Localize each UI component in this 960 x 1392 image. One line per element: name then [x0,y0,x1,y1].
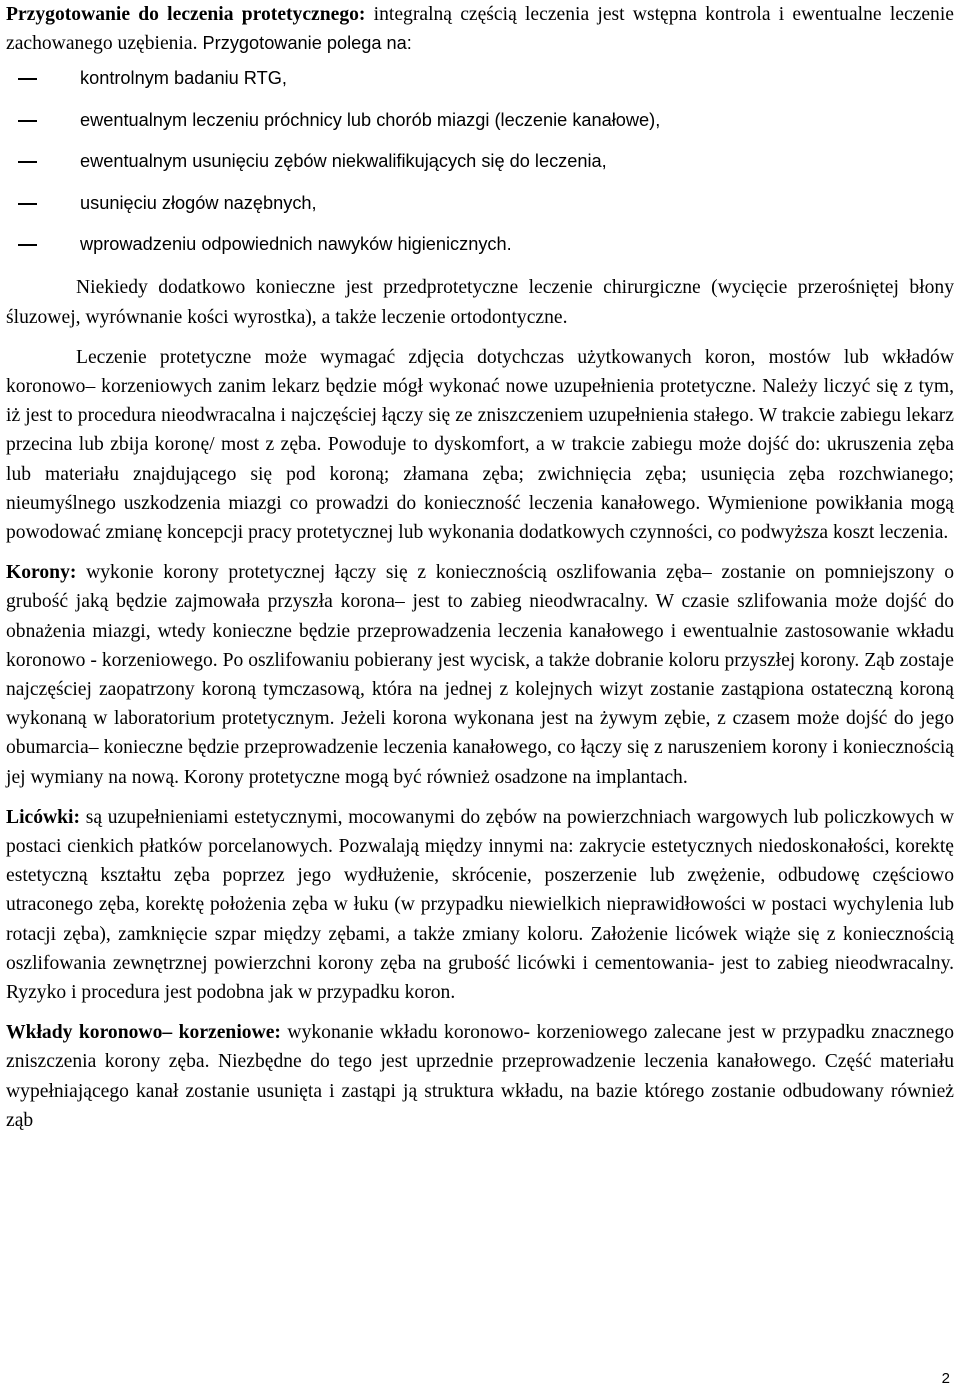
crowns-text: wykonie korony protetycznej łączy się z koniecznością oszlifowania zęba– zostanie on pomniejszony o grubość jaką będzie zajmowała przyszła korona– jest to zabieg nieodwracalny. W czasie szlifowania może dojść do obnażenia miazgi, wtedy konieczne będzie przeprowadzenia leczenia kanałowego i ewentualnie zastosowanie wkładu koronowo - korzeniowego. Po oszlifowaniu pobierany jest wycisk, a także dobranie koloru przyszłej korony. Ząb zostaje najczęściej zaopatrzony koroną tymczasową, która na jednej z kolejnych wizyt zostanie zastąpiona ostateczną koroną wykonaną w laboratorium protetycznym. Jeżeli korona wykonana jest na żywym zębie, z czasem może dojść do jego obumarcia– konieczne będzie przeprowadzenie leczenia kanałowego, co łączy się z naruszeniem korony i koniecznością jej wymiany na nową. Korony protetyczne mogą być również osadzone na implantach. [6,562,954,788]
crowns-heading: Korony: [6,562,77,584]
veneers-heading: Licówki: [6,806,81,828]
prep-intro-text: integralną częścią leczenia jest wstępna kontrola i ewentualne leczenie zachowanego uzębienia. [6,4,954,55]
veneers-paragraph [6,803,954,1007]
inlays-text: wykonanie wkładu koronowo- korzeniowego zalecane jest w przypadku znacznego zniszczenia korony zęba. Niezbędne do tego jest uprzednie przeprowadzenie leczenia kanałowego. Część materiału wypełniającego kanał zostanie usunięta i zastąpi ją struktura wkładu, na bazie którego zostanie odbudowany również ząb [6,1022,955,1131]
list-item-text: wprowadzeniu odpowiednich nawyków higienicznych. [80,233,512,254]
dash-bullet-icon [18,203,37,205]
dash-bullet-icon [18,120,37,122]
crowns-paragraph [6,558,954,792]
list-item [6,183,954,224]
list-item [6,224,954,265]
list-item [6,141,954,182]
prep-list [6,58,954,265]
prep-intro-sans-text: Przygotowanie polega na: [197,33,412,54]
list-item [6,58,954,99]
dash-bullet-icon [18,244,37,246]
dash-bullet-icon [18,78,37,80]
surgical-paragraph: Niekiedy dodatkowo konieczne jest przedprotetyczne leczenie chirurgiczne (wycięcie przerośniętej błony śluzowej, wyrównanie kości wyrostka), a także leczenie ortodontyczne. [6,277,954,328]
prep-paragraph [6,0,954,58]
dash-bullet-icon [18,161,37,163]
existing-restorations-paragraph: Leczenie protetyczne może wymagać zdjęcia dotychczas użytkowanych koron, mostów lub wkładów koronowo– korzeniowych zanim lekarz będzie mógł wykonać nowe uzupełnienia protetyczne. Należy liczyć się z tym, iż jest to procedura nieodwracalna i najczęściej łączy się ze zniszczeniem uzupełnienia stałego. W trakcie zabiegu lekarz przecina lub zbija koronę/ most z zęba. Powoduje to dyskomfort, a w trakcie zabiegu może dojść do: ukruszenia zęba lub materiału znajdującego się pod koroną; złamana zęba; zwichnięcia zęba; usunięcia zęba rozchwianego; nieumyślnego uszkodzenia miazgi co prowadzi do konieczność leczenia kanałowego. Wymienione powikłania mogą powodować zmianę koncepcji pracy protetycznej lub wykonania dodatkowych czynności, co podwyższa koszt leczenia. [6,346,954,543]
veneers-text: są uzupełnieniami estetycznymi, mocowanymi do zębów na powierzchniach wargowych lub policzkowych w postaci cienkich płatków porcelanowych. Pozwalają między innymi na: zakrycie estetycznych niedoskonałości, korektę estetyczną kształtu zęba poprzez jego wydłużenie, skrócenie, poszerzenie lub zwężenie, odbudowę częściowo utraconego zęba, korektę położenia zęba w łuku (w przypadku niewielkich nieprawidłowości w postaci wychylenia lub rotacji zęba), zamknięcie szpar między zębami, a także zmiany koloru. Założenie licówek wiąże się z koniecznością oszlifowania zewnętrznej powierzchni korony zęba na grubość licówki i cementowania- jest to zabieg nieodwracalny. Ryzyko i procedura jest podobna jak w przypadku koron. [6,806,954,1004]
list-item-text: usunięciu złogów nazębnych, [80,192,317,213]
list-item [6,100,954,141]
page-number: 2 [941,1370,950,1387]
list-item-text: ewentualnym leczeniu próchnicy lub chorób miazgi (leczenie kanałowe), [80,109,661,130]
inlays-heading: Wkłady koronowo– korzeniowe: [6,1022,281,1044]
list-item-text: ewentualnym usunięciu zębów niekwalifikujących się do leczenia, [80,151,607,172]
list-item-text: kontrolnym badaniu RTG, [80,68,287,89]
prep-heading: Przygotowanie do leczenia protetycznego: [6,4,366,25]
document-page [6,0,954,1135]
inlays-paragraph [6,1018,954,1135]
